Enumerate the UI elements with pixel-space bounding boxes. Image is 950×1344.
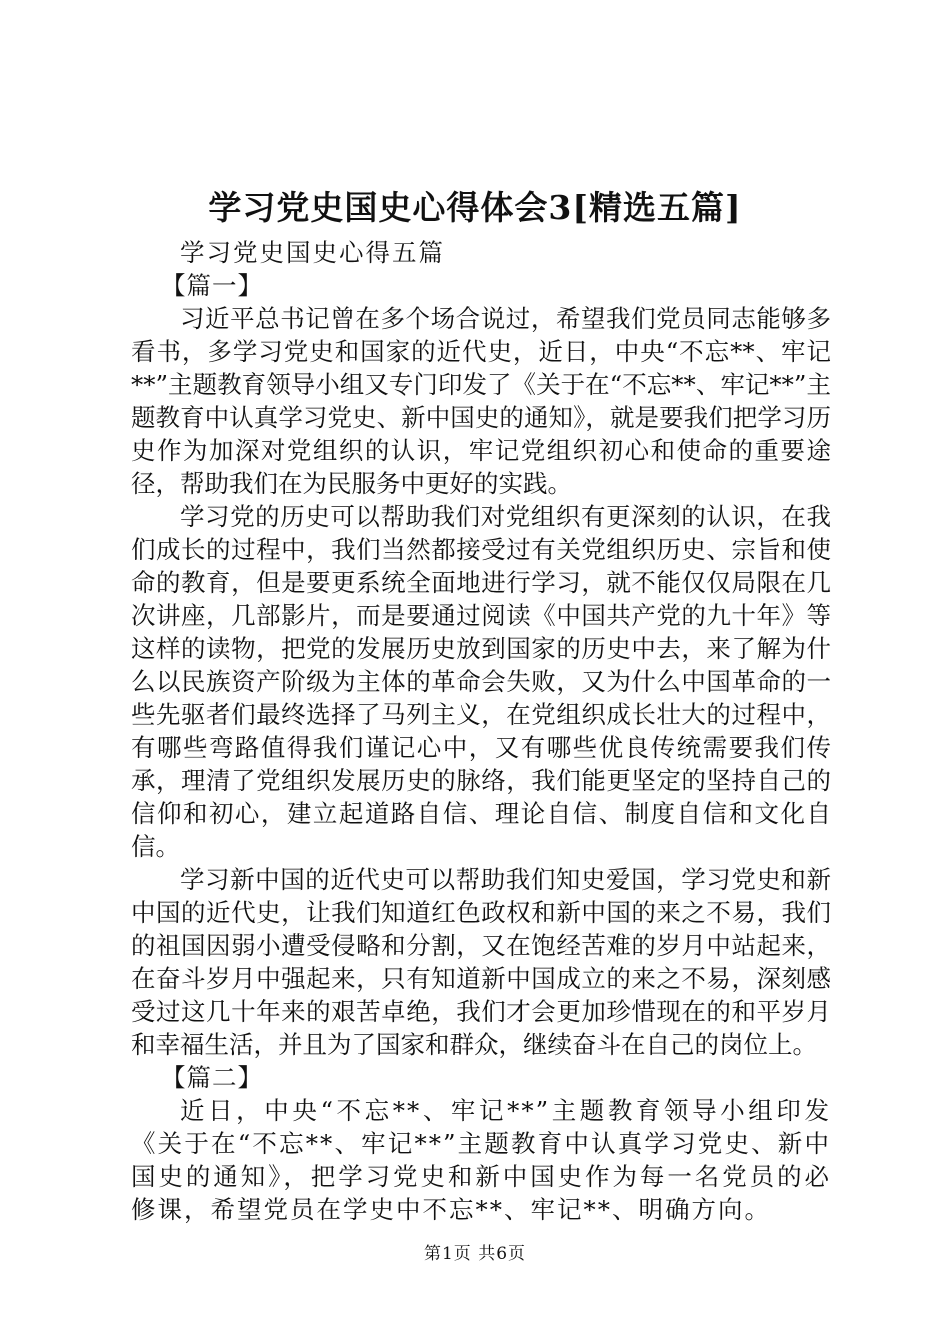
- paragraph: 学习党的历史可以帮助我们对党组织有更深刻的认识，在我们成长的过程中，我们当然都接受过有关党组织历史、宗旨和使命的教育，但是要更系统全面地进行学习，就不能仅仅局限在几次讲座，几部影片，而是要通过阅读《中国共产党的九十年》等这样的读物，把党的发展历史放到国家的历史中去，来了解为什么以民族资产阶级为主体的革命会失败，又为什么中国革命的一些先驱者们最终选择了马列主义，在党组织成长壮大的过程中，有哪些弯路值得我们谨记心中，又有哪些优良传统需要我们传承，理清了党组织发展历史的脉络，我们能更坚定的坚持自己的信仰和初心，建立起道路自信、理论自信、制度自信和文化自信。: [131, 502, 831, 861]
- section-heading-2: 【篇二】: [161, 1063, 263, 1092]
- paragraph: 学习新中国的近代史可以帮助我们知史爱国，学习党史和新中国的近代史，让我们知道红色政权和新中国的来之不易，我们的祖国因弱小遭受侵略和分割，又在饱经苦难的岁月中站起来，在奋斗岁月中强起来，只有知道新中国成立的来之不易，深刻感受过这几十年来的艰苦卓绝，我们才会更加珍惜现在的和平岁月和幸福生活，并且为了国家和群众，继续奋斗在自己的岗位上。: [131, 865, 831, 1059]
- document-body: [131, 236, 831, 1226]
- paragraph: 近日，中央“不忘**、牢记**”主题教育领导小组印发《关于在“不忘**、牢记**”主题教育中认真学习党史、新中国史的通知》，把学习党史和新中国史作为每一名党员的必修课，希望党员在学史中不忘**、牢记**、明确方向。: [131, 1096, 831, 1224]
- document-subtitle: 学习党史国史心得五篇: [180, 238, 445, 267]
- section-heading-1: 【篇一】: [161, 271, 263, 300]
- document-title: 学习党史国史心得体会3[精选五篇]: [208, 188, 742, 227]
- page-footer: 第1页 共6页: [423, 1244, 527, 1264]
- paragraph: 习近平总书记曾在多个场合说过，希望我们党员同志能够多看书，多学习党史和国家的近代史，近日，中央“不忘**、牢记**”主题教育领导小组又专门印发了《关于在“不忘**、牢记**”主题教育中认真学习党史、新中国史的通知》，就是要我们把学习历史作为加深对党组织的认识，牢记党组织初心和使命的重要途径，帮助我们在为民服务中更好的实践。: [131, 304, 831, 498]
